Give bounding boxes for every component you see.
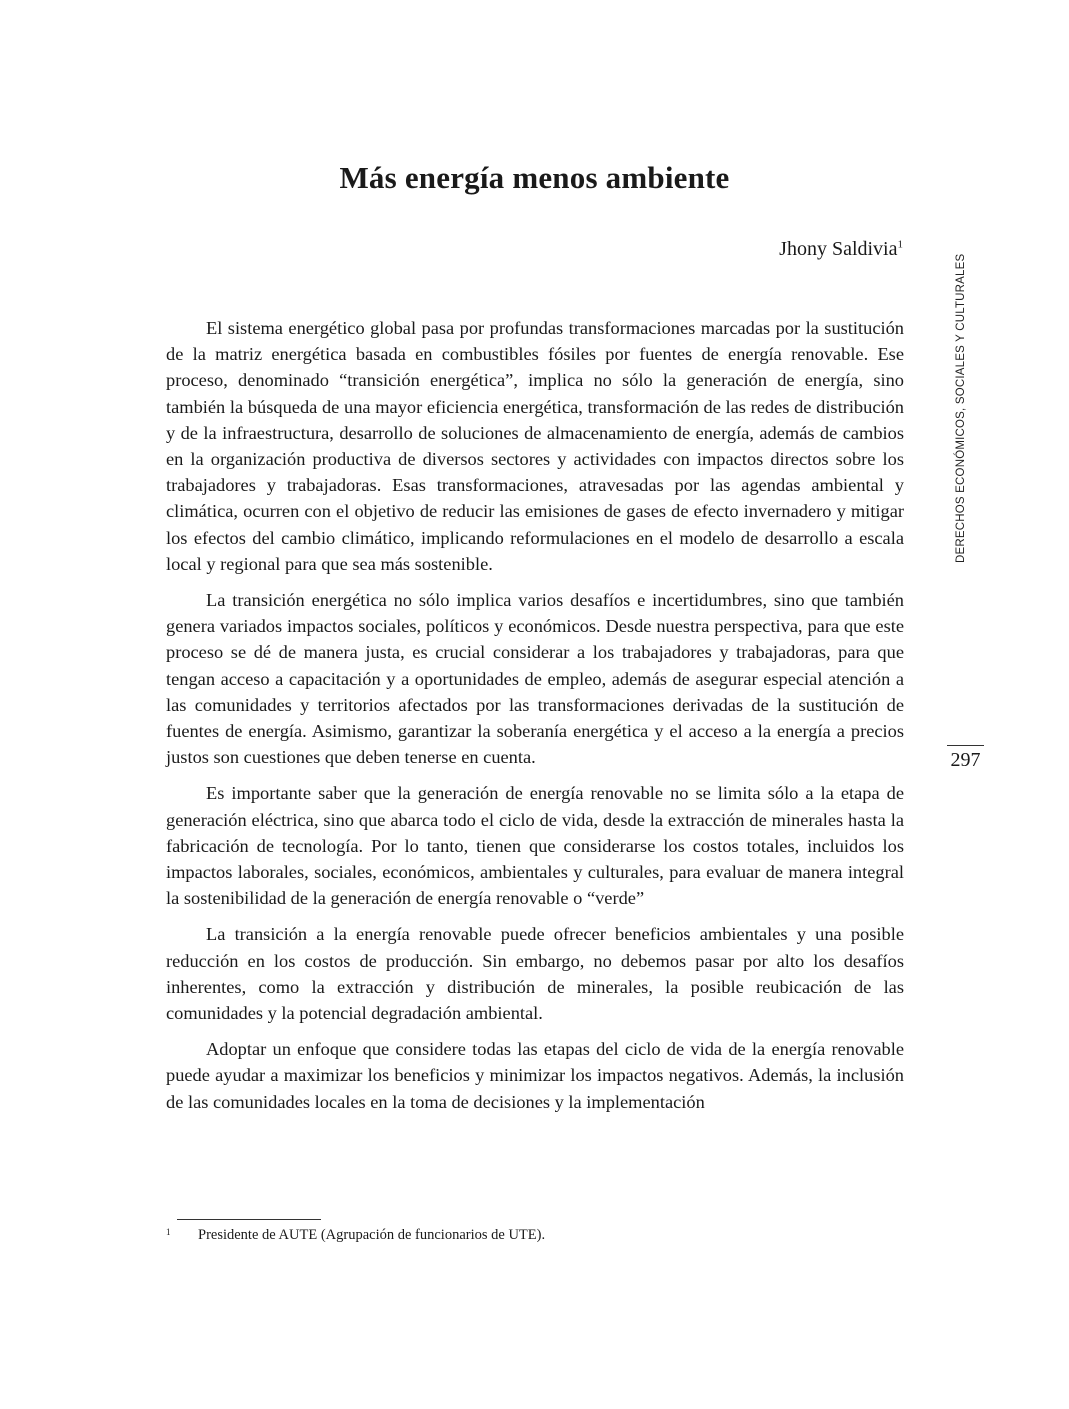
- author-line: [779, 238, 903, 261]
- footnote-mark: 1: [166, 1227, 171, 1237]
- article-body: [166, 315, 904, 1125]
- author-name: Jhony Saldivia: [779, 238, 898, 260]
- paragraph-5: Adoptar un enfoque que considere todas las etapas del ciclo de vida de la energía renovable puede ayudar a maximizar los beneficios y minimizar los impactos negativos. Además, la inclusión de las comunidades locales en la toma de decisiones y la implementación: [166, 1039, 904, 1112]
- page-number: 297: [950, 749, 981, 771]
- footnote: [166, 1227, 545, 1244]
- section-label: DERECHOS ECONÓMICOS, SOCIALES Y CULTURALES: [955, 253, 967, 563]
- paragraph-3: Es importante saber que la generación de energía renovable no se limita sólo a la etapa de generación eléctrica, sino que abarca todo el ciclo de vida, desde la extracción de minerales hasta la fabricación de tecnología. Por lo tanto, tienen que considerarse los costos totales, incluidos los impactos laborales, sociales, económicos, ambientales y culturales, para evaluar de manera integral la sostenibilidad de la generación de energía renovable o “verde”: [166, 783, 904, 909]
- footnote-text: Presidente de AUTE (Agrupación de funcionarios de UTE).: [198, 1227, 546, 1243]
- footnote-divider: [177, 1219, 321, 1220]
- page-number-rule: [947, 745, 984, 746]
- author-footnote-mark[interactable]: 1: [897, 238, 903, 251]
- paragraph-1: El sistema energético global pasa por profundas transformaciones marcadas por la sustitución de la matriz energética basada en combustibles fósiles por fuentes de energía renovable. Ese proceso, denominado “transición energética”, implica no sólo la generación de energía, sino también la búsqueda de una mayor eficiencia energética, transformación de las redes de distribución y de la infraestructura, desarrollo de soluciones de almacenamiento de energía, además de cambios en la organización productiva de diversos sectores y actividades con impactos directos sobre los trabajadores y trabajadoras. Esas transformaciones, atravesadas por las agendas ambiental y climática, ocurren con el objetivo de reducir las emisiones de gases de efecto invernadero y mitigar los efectos del cambio climático, implicando reformulaciones en el modelo de desarrollo a escala local y regional para que sea más sostenible.: [166, 318, 904, 574]
- paragraph-4: La transición a la energía renovable puede ofrecer beneficios ambientales y una posible reducción en los costos de producción. Sin embargo, no debemos pasar por alto los desafíos inherentes, como la extracción y distribución de minerales, la posible reubicación de las comunidades y la potencial degradación ambiental.: [166, 924, 904, 1024]
- article-title: Más energía menos ambiente: [339, 160, 730, 195]
- paragraph-2: La transición energética no sólo implica varios desafíos e incertidumbres, sino que también genera variados impactos sociales, políticos y económicos. Desde nuestra perspectiva, para que este proceso se dé de manera justa, es crucial considerar a los trabajadores y trabajadoras, para que tengan acceso a capacitación y a oportunidades de empleo, además de asegurar especial atención a las comunidades y territorios afectados por las transformaciones derivadas de la sustitución de fuentes de energía. Asimismo, garantizar la soberanía energética y el acceso a la energía a precios justos son cuestiones que deben tenerse en cuenta.: [166, 590, 904, 768]
